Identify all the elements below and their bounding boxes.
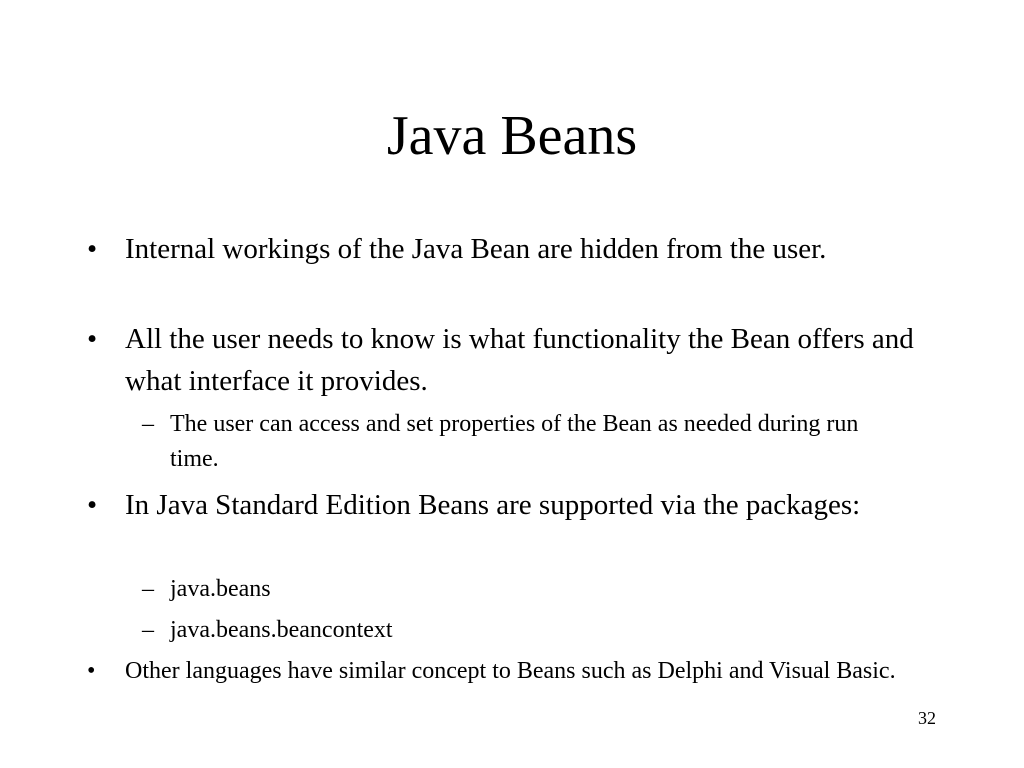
bullet-marker: •: [87, 658, 96, 684]
page-number: 32: [918, 708, 936, 728]
sub-bullet-item-beancontext: [142, 613, 890, 648]
bullet-marker: •: [87, 233, 98, 265]
bullet-marker: •: [87, 489, 98, 521]
dash-marker: –: [142, 617, 154, 643]
sub-bullet-text: java.beans.beancontext: [170, 617, 393, 643]
bullet-item-other-languages: [87, 654, 915, 688]
bullet-item-java-se-packages: [87, 484, 925, 526]
bullet-item-functionality: [87, 318, 925, 402]
bullet-text: In Java Standard Edition Beans are supported via the packages:: [125, 489, 861, 521]
bullet-text: Internal workings of the Java Bean are hidden from the user.: [125, 233, 827, 265]
dash-marker: –: [142, 411, 154, 437]
sub-bullet-item-properties: [142, 407, 890, 477]
bullet-text: All the user needs to know is what functionality the Bean offers and what interface it provides.: [125, 323, 914, 397]
slide-title: Java Beans: [386, 105, 638, 167]
bullet-text: Other languages have similar concept to Beans such as Delphi and Visual Basic.: [125, 658, 896, 684]
sub-bullet-text: java.beans: [170, 576, 271, 602]
bullet-item-hidden-workings: [87, 228, 925, 270]
sub-bullet-item-java-beans: [142, 572, 890, 607]
dash-marker: –: [142, 576, 154, 602]
bullet-marker: •: [87, 323, 98, 355]
sub-bullet-text: The user can access and set properties of the Bean as needed during run time.: [170, 411, 859, 472]
